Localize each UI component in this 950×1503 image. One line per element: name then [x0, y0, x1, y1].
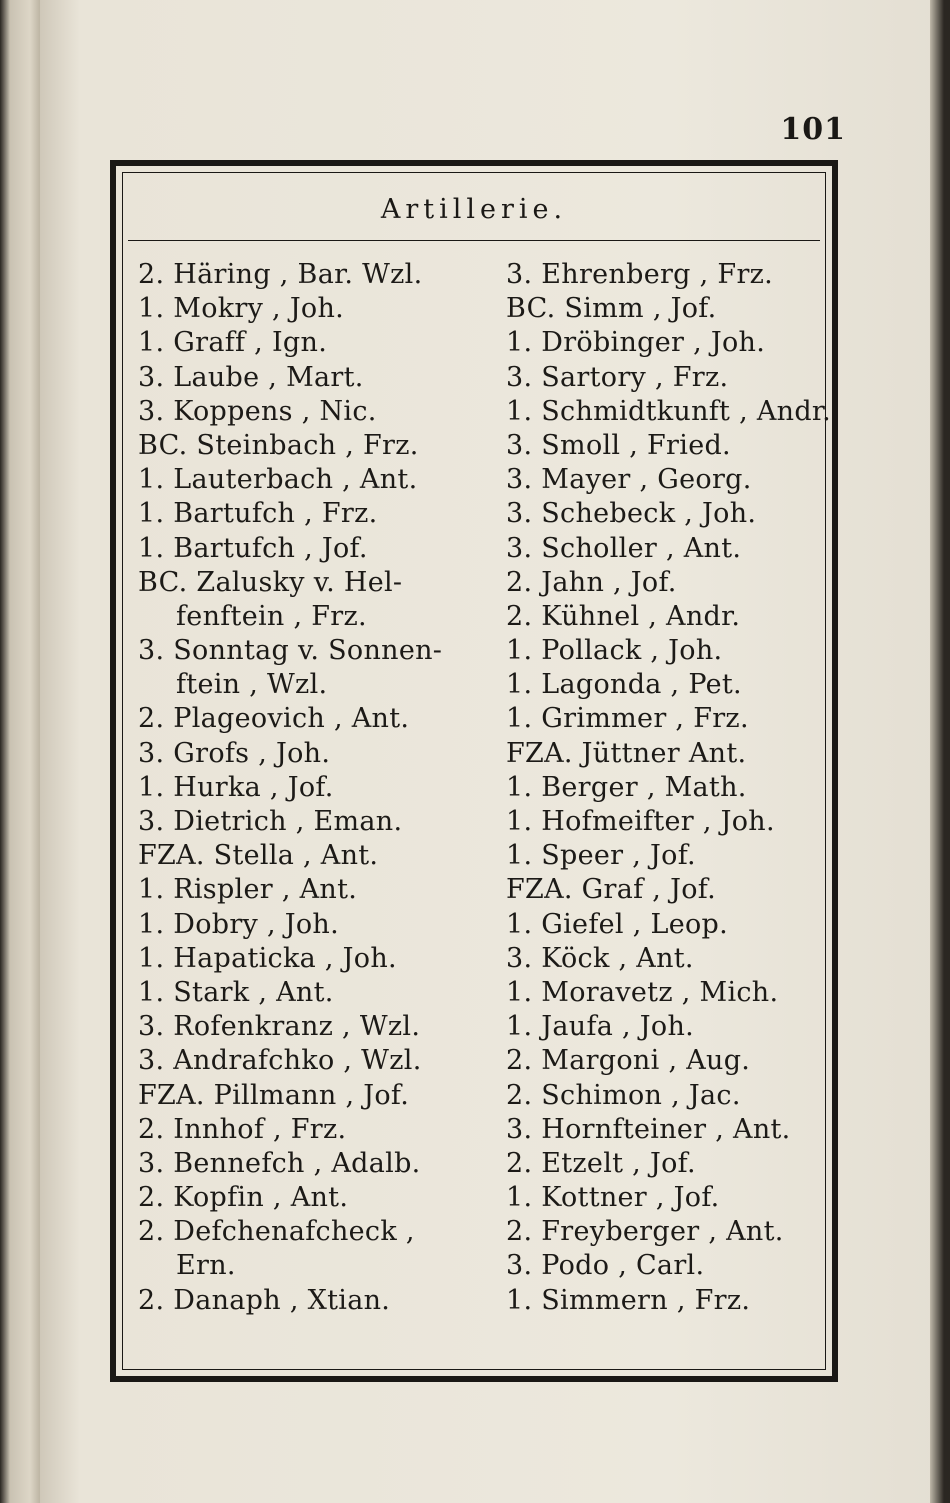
right-roster-entry: 3. Köck , Ant.	[506, 942, 694, 974]
left-roster-entry: FZA. Pillmann , Jof.	[138, 1079, 410, 1111]
right-roster-entry: 2. Jahn , Jof.	[506, 566, 677, 598]
right-roster-entry: 1. Moravetz , Mich.	[506, 976, 779, 1008]
right-column	[506, 258, 836, 1318]
right-roster-entry: 1. Grimmer , Frz.	[506, 703, 749, 735]
left-roster-entry: 1. Dobry , Joh.	[138, 908, 339, 940]
left-roster-entry: ftein , Wzl.	[176, 669, 328, 701]
roster-frame	[110, 160, 838, 1382]
left-roster-entry: 3. Laube , Mart.	[138, 361, 364, 393]
right-roster-entry: 3. Smoll , Fried.	[506, 429, 731, 461]
right-roster-entry: 2. Etzelt , Jof.	[506, 1147, 696, 1179]
left-roster-entry: 2. Häring , Bar. Wzl.	[138, 259, 423, 290]
right-roster-entry: 1. Lagonda , Pet.	[506, 669, 742, 701]
left-roster-entry: 1. Hurka , Jof.	[138, 771, 334, 803]
section-heading: Artillerie.	[380, 194, 568, 225]
right-roster-entry: BC. Simm , Jof.	[506, 293, 717, 325]
left-roster-entry: 1. Stark , Ant.	[138, 976, 334, 1008]
right-roster-entry: 3. Scholler , Ant.	[506, 532, 742, 564]
heading-divider	[128, 240, 820, 241]
left-roster-entry: 1. Bartufch , Jof.	[138, 532, 368, 564]
right-roster-entry: 1. Hofmeifter , Joh.	[506, 806, 775, 837]
right-roster-entry: 2. Kühnel , Andr.	[506, 600, 741, 632]
right-roster-entry: 1. Giefel , Leop.	[506, 908, 729, 940]
right-roster-entry: 3. Schebeck , Joh.	[506, 498, 757, 530]
left-roster-entry: 3. Bennefch , Adalb.	[138, 1147, 421, 1179]
left-roster-entry: 2. Defchenafcheck ,	[138, 1216, 415, 1248]
right-roster-entry: 1. Speer , Jof.	[506, 840, 696, 872]
left-roster-entry: 1. Graff , Ign.	[138, 327, 328, 359]
left-roster-entry: 1. Rispler , Ant.	[138, 874, 358, 906]
left-roster-entry: 3. Dietrich , Eman.	[138, 806, 403, 837]
right-roster-entry: 1. Jaufa , Joh.	[506, 1011, 695, 1043]
left-roster-entry: 2. Plageovich , Ant.	[138, 703, 410, 735]
right-roster-entry: 1. Pollack , Joh.	[506, 635, 723, 667]
right-roster-entry: 2. Freyberger , Ant.	[506, 1216, 784, 1248]
right-roster-entry: 3. Ehrenberg , Frz.	[506, 259, 774, 290]
right-roster-entry: 1. Simmern , Frz.	[506, 1284, 751, 1316]
right-roster-entry: FZA. Jüttner Ant.	[506, 737, 747, 769]
left-roster-entry: 3. Andrafchko , Wzl.	[138, 1045, 422, 1077]
left-roster-entry: 3. Koppens , Nic.	[138, 395, 377, 427]
left-roster-entry: 3. Grofs , Joh.	[138, 737, 331, 769]
right-roster-entry: 3. Mayer , Georg.	[506, 464, 752, 496]
right-roster-entry: 1. Berger , Math.	[506, 771, 747, 803]
left-roster-entry: 3. Rofenkranz , Wzl.	[138, 1011, 421, 1043]
left-roster-entry: 2. Innhof , Frz.	[138, 1113, 347, 1145]
right-roster-entry: FZA. Graf , Jof.	[506, 874, 716, 906]
left-roster-entry: 3. Sonntag v. Sonnen-	[138, 635, 443, 667]
right-roster-entry: 3. Sartory , Frz.	[506, 361, 729, 393]
left-roster-entry: 1. Hapaticka , Joh.	[138, 942, 397, 974]
left-roster-entry: fenftein , Frz.	[176, 600, 367, 632]
page-edge-shadow	[930, 0, 950, 1503]
right-roster-entry: 1. Dröbinger , Joh.	[506, 327, 766, 359]
left-roster-entry: 1. Mokry , Joh.	[138, 293, 345, 325]
right-roster-entry: 2. Margoni , Aug.	[506, 1045, 751, 1077]
left-roster-entry: BC. Zalusky v. Hel-	[138, 566, 403, 598]
left-roster-entry: Ern.	[176, 1250, 236, 1282]
page-number: 101	[780, 112, 846, 147]
right-roster-entry: 3. Podo , Carl.	[506, 1250, 705, 1282]
right-roster-entry: 3. Hornfteiner , Ant.	[506, 1113, 791, 1145]
right-roster-entry: 1. Kottner , Jof.	[506, 1182, 720, 1214]
right-roster-entry: 2. Schimon , Jac.	[506, 1079, 741, 1111]
left-roster-entry: 2. Danaph , Xtian.	[138, 1284, 391, 1316]
left-roster-entry: 2. Kopfin , Ant.	[138, 1182, 349, 1214]
right-roster-entry: 1. Schmidtkunft , Andr.	[506, 395, 832, 427]
left-column	[138, 258, 498, 1318]
facing-page-edge	[0, 0, 40, 1503]
left-roster-entry: BC. Steinbach , Frz.	[138, 429, 419, 461]
left-roster-entry: 1. Bartufch , Frz.	[138, 498, 378, 530]
left-roster-entry: 1. Lauterbach , Ant.	[138, 464, 418, 496]
left-roster-entry: FZA. Stella , Ant.	[138, 840, 379, 872]
